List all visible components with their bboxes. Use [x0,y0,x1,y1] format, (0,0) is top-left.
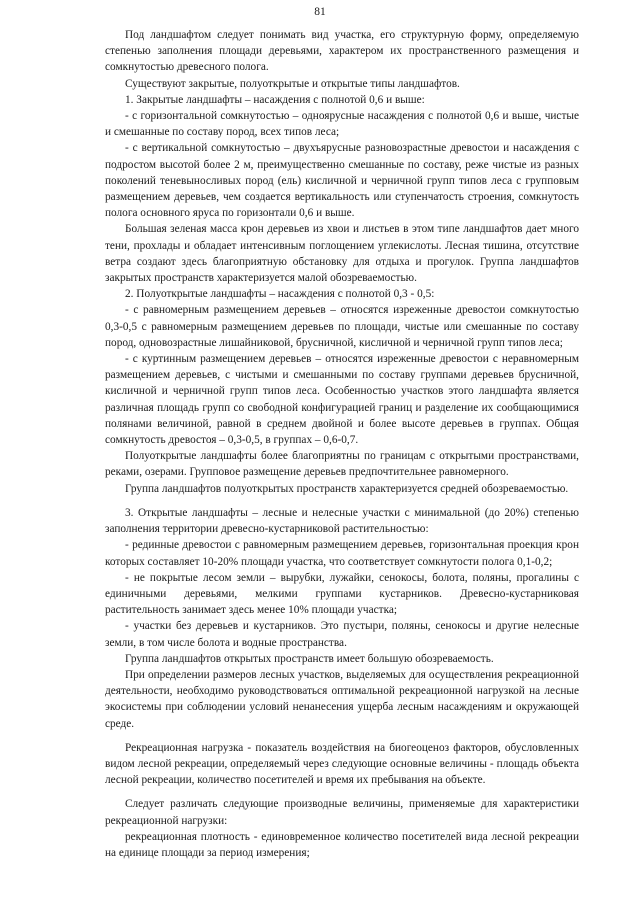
paragraph-landscape-types: Существуют закрытые, полуоткрытые и открытые типы ландшафтов. [125,77,460,90]
paragraph-semi-open-visibility: Группа ландшафтов полуоткрытых пространств характеризуется средней обозреваемостью. [125,482,569,495]
paragraph-recreational-density: рекреационная плотность - единовременное количество посетителей вида лесной рекреации на единице площади за период измерения; [105,830,579,859]
paragraph-semi-open-borders: Полуоткрытые ландшафты более благоприятны по границам с открытыми пространствами, реками, озерами. Групповое размещение деревьев предпочтительнее равномерного. [105,450,579,479]
paragraph-closed-description: Большая зеленая масса крон деревьев из хвои и листьев в этом типе ландшафтов дает много тени, прохлады и обладает интенсивным поглощением углекислоты. Лесная тишина, отсутствие ветра создают здесь благоприятную обстановку для отдыха и прогулок. Группа ландшафтов закрытых пространств характеризуется малой обозреваемостью. [105,223,579,285]
paragraph-semi-open-uniform: - с равномерным размещением деревьев – относятся изреженные древостои сомкнутостью 0,3-0,5 с равномерным размещением деревьев по площади, чистые или смешанные по составу пород, одновозрастные лишайниковой, брусничной, кисличной и черничной групп типов леса; [105,304,579,349]
paragraph-semi-open-clumped: - с куртинным размещением деревьев – относятся изреженные древостои с неравномерным размещением деревьев, с чистыми и смешанными по составу группами деревьев брусничной, кисличной и черничной групп типов леса. Особенностью участков этого ландшафта является различная площадь групп со свободной конфигурацией границ и разделение их сообщающимися полянами величиной, равной в среднем двойной и более высоте деревьев в группах. Общая сомкнутость древостоя – 0,3-0,5, в группах – 0,6-0,7. [105,353,579,447]
paragraph-open-landscapes: 3. Открытые ландшафты – лесные и нелесные участки с минимальной (до 20%) степенью заполнения территории древесно-кустарниковой растительностью: [105,506,579,536]
page-number: 81 [314,6,326,18]
paragraph-recreational-load: Рекреационная нагрузка - показатель воздействия на биогеоценоз факторов, обусловленных видом лесной рекреации, определяемый через следующие основные величины - площадь объекта лесной рекреации, количество посетителей и время их пребывания на объекте. [105,741,579,787]
paragraph-open-non-forest: - не покрытые лесом земли – вырубки, лужайки, сенокосы, болота, поляны, прогалины с единичными деревьями, мелкими группами кустарников. Древесно-кустарниковая растительность занимает здесь менее 10% площади участка; [105,571,579,617]
paragraph-derived-quantities: Следует различать следующие производные величины, применяемые для характеристики рекреационной нагрузки: [105,798,579,827]
paragraph-open-treeless: - участки без деревьев и кустарников. Это пустыри, поляны, сенокосы и другие нелесные земли, в том числе болота и водные пространства. [105,620,579,649]
paragraph-landscape-definition: Под ландшафтом следует понимать вид участка, его структурную форму, определяемую степенью заполнения площади деревьями, характером их пространственного размещения и сомкнутостью древесного полога. [105,29,579,74]
paragraph-closed-vertical: - с вертикальной сомкнутостью – двухъярусные разновозрастные древостои и насаждения с подростом высотой более 2 м, преимущественно смешанные по составу, реже чистые из разных поколений теневыносливых пород (ель) кисличной и черничной групп типов леса с групповым размещением деревьев, чем создается вертикальность или ступенчатость строения, сомкнутость полога основного яруса по горизонтали 0,6 и выше. [105,142,579,220]
paragraph-closed-landscapes: 1. Закрытые ландшафты – насаждения с полнотой 0,6 и выше: [125,93,425,106]
document-body [105,27,579,861]
paragraph-semi-open-landscapes: 2. Полуоткрытые ландшафты – насаждения с полнотой 0,3 - 0,5: [125,288,435,301]
paragraph-recreational-plots: При определении размеров лесных участков, выделяемых для осуществления рекреационной деятельности, необходимо руководствоваться оптимальной рекреационной нагрузкой на лесные экосистемы при соблюдении условий ненанесения ущерба лесным насаждениям и окружающей среде. [105,668,579,730]
paragraph-open-sparse: - рединные древостои с равномерным размещением деревьев, горизонтальная проекция крон которых составляет 10-20% площади участка, что соответствует сомкнутости полога 0,1-0,2; [105,539,579,568]
paragraph-closed-horizontal: - с горизонтальной сомкнутостью – одноярусные насаждения с полнотой 0,6 и выше, чистые и смешанные по составу пород, всех типов леса; [105,110,579,139]
paragraph-open-visibility: Группа ландшафтов открытых пространств имеет большую обозреваемость. [125,652,494,665]
